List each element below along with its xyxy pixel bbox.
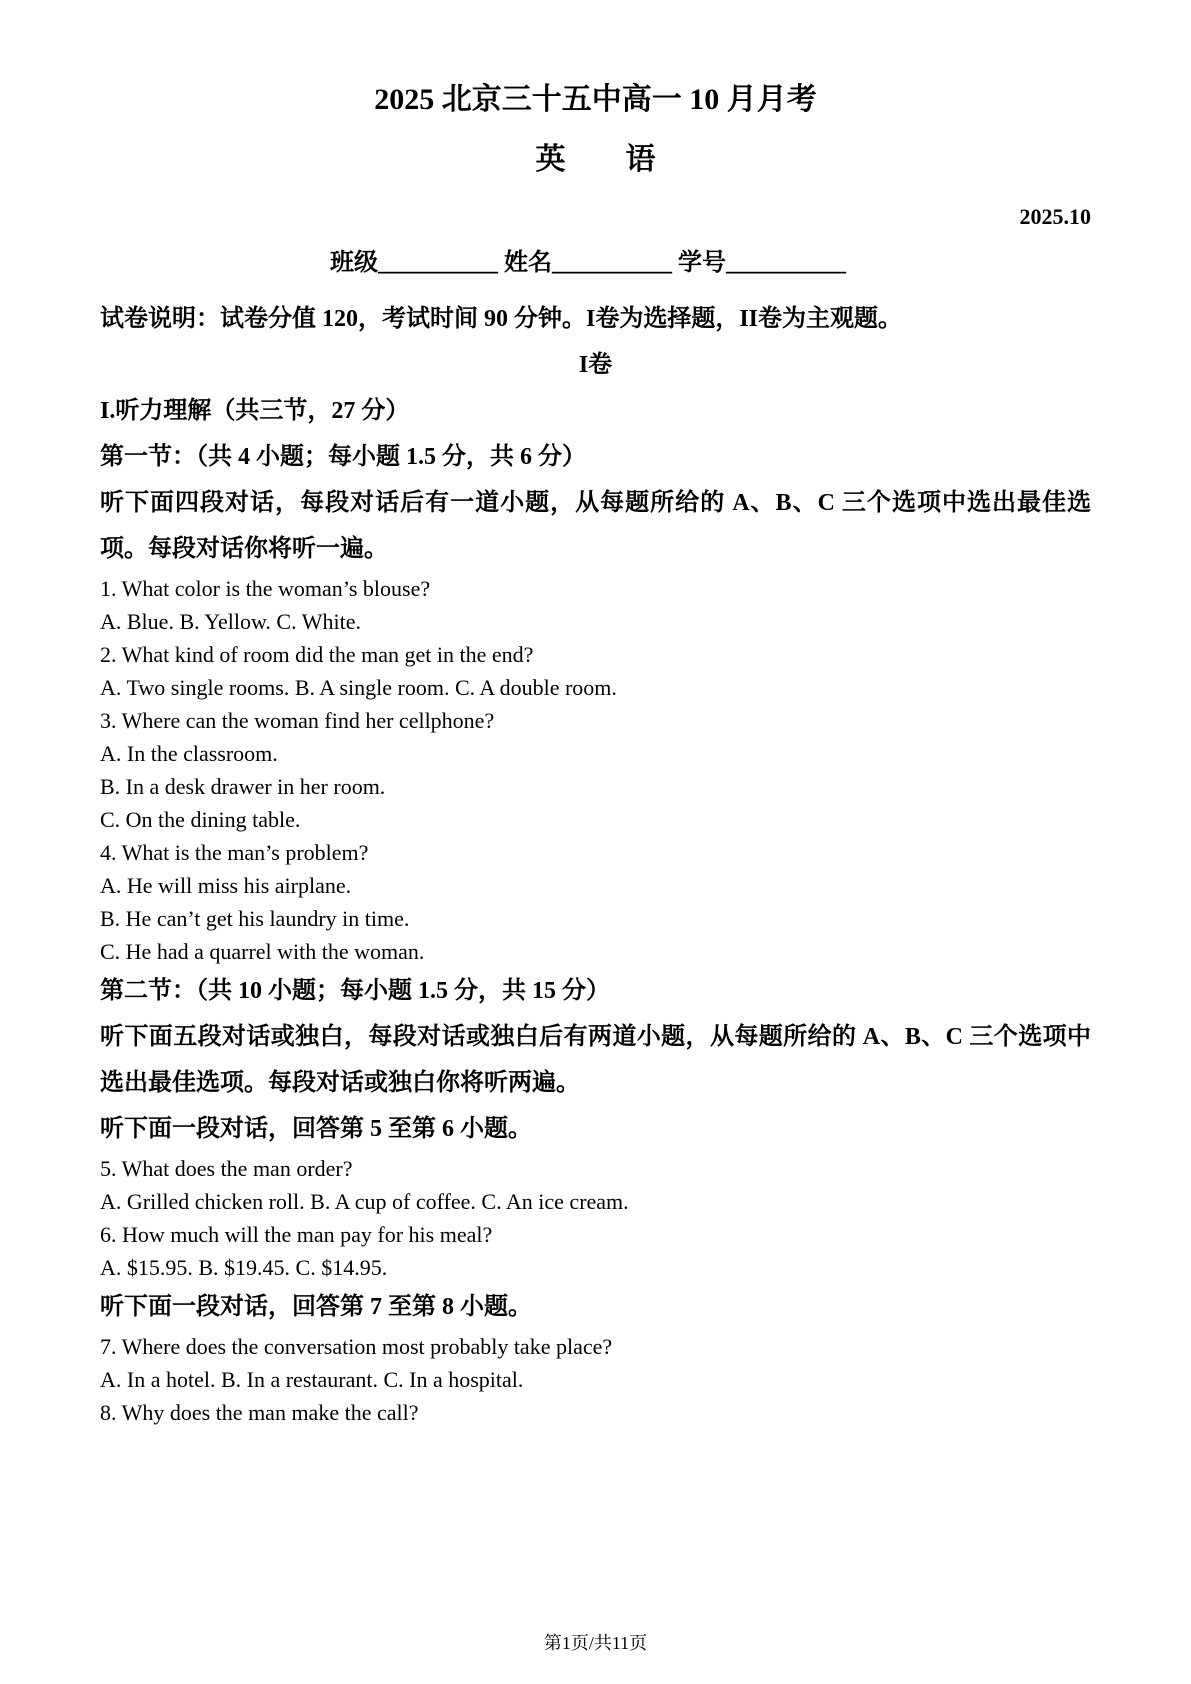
- section1-instructions: 听下面四段对话，每段对话后有一道小题，从每题所给的 A、B、C 三个选项中选出最佳选项。每段对话你将听一遍。: [100, 490, 1091, 562]
- question-3-option-a: A. In the classroom.: [100, 741, 278, 766]
- question-1-text: 1. What color is the woman’s blouse?: [100, 576, 431, 601]
- volume-heading: I卷: [578, 352, 613, 378]
- question-3-option-c: C. On the dining table.: [100, 807, 301, 832]
- question-7-text: 7. Where does the conversation most probably take place?: [100, 1334, 613, 1359]
- question-4-option-c: C. He had a quarrel with the woman.: [100, 939, 425, 964]
- question-5-options: A. Grilled chicken roll. B. A cup of coffee. C. An ice cream.: [100, 1189, 629, 1214]
- paper-instructions: 试卷说明：试卷分值 120，考试时间 90 分钟。I卷为选择题，II卷为主观题。: [100, 306, 903, 332]
- question-4-option-a: A. He will miss his airplane.: [100, 873, 352, 898]
- page-footer: 第1页/共11页: [543, 1633, 648, 1653]
- question-4-option-b: B. He can’t get his laundry in time.: [100, 906, 410, 931]
- section1-heading: 第一节：（共 4 小题；每小题 1.5 分，共 6 分）: [100, 444, 586, 470]
- question-6-options: A. $15.95. B. $19.45. C. $14.95.: [100, 1255, 388, 1280]
- question-4-text: 4. What is the man’s problem?: [100, 840, 369, 865]
- exam-title: 2025 北京三十五中高一 10 月月考: [374, 83, 817, 116]
- question-2-text: 2. What kind of room did the man get in the end?: [100, 642, 534, 667]
- question-3-option-b: B. In a desk drawer in her room.: [100, 774, 386, 799]
- question-1-options: A. Blue. B. Yellow. C. White.: [100, 609, 361, 634]
- dialog-7-8-prompt: 听下面一段对话，回答第 7 至第 8 小题。: [100, 1294, 532, 1320]
- question-8-text: 8. Why does the man make the call?: [100, 1400, 419, 1425]
- question-2-options: A. Two single rooms. B. A single room. C. A double room.: [100, 675, 617, 700]
- section2-instructions: 听下面五段对话或独白，每段对话或独白后有两道小题，从每题所给的 A、B、C 三个选项中选出最佳选项。每段对话或独白你将听两遍。: [100, 1024, 1091, 1096]
- listening-heading: I.听力理解（共三节，27 分）: [100, 398, 410, 424]
- question-7-options: A. In a hotel. B. In a restaurant. C. In a hospital.: [100, 1367, 524, 1392]
- exam-date: 2025.10: [1019, 204, 1091, 229]
- section2-heading: 第二节：（共 10 小题；每小题 1.5 分，共 15 分）: [100, 978, 610, 1004]
- question-6-text: 6. How much will the man pay for his meal?: [100, 1222, 493, 1247]
- exam-subject: 英 语: [535, 143, 656, 176]
- question-5-text: 5. What does the man order?: [100, 1156, 353, 1181]
- student-info-line: 班级__________ 姓名__________ 学号__________: [330, 250, 846, 276]
- question-3-text: 3. Where can the woman find her cellphone?: [100, 708, 495, 733]
- dialog-5-6-prompt: 听下面一段对话，回答第 5 至第 6 小题。: [100, 1116, 532, 1142]
